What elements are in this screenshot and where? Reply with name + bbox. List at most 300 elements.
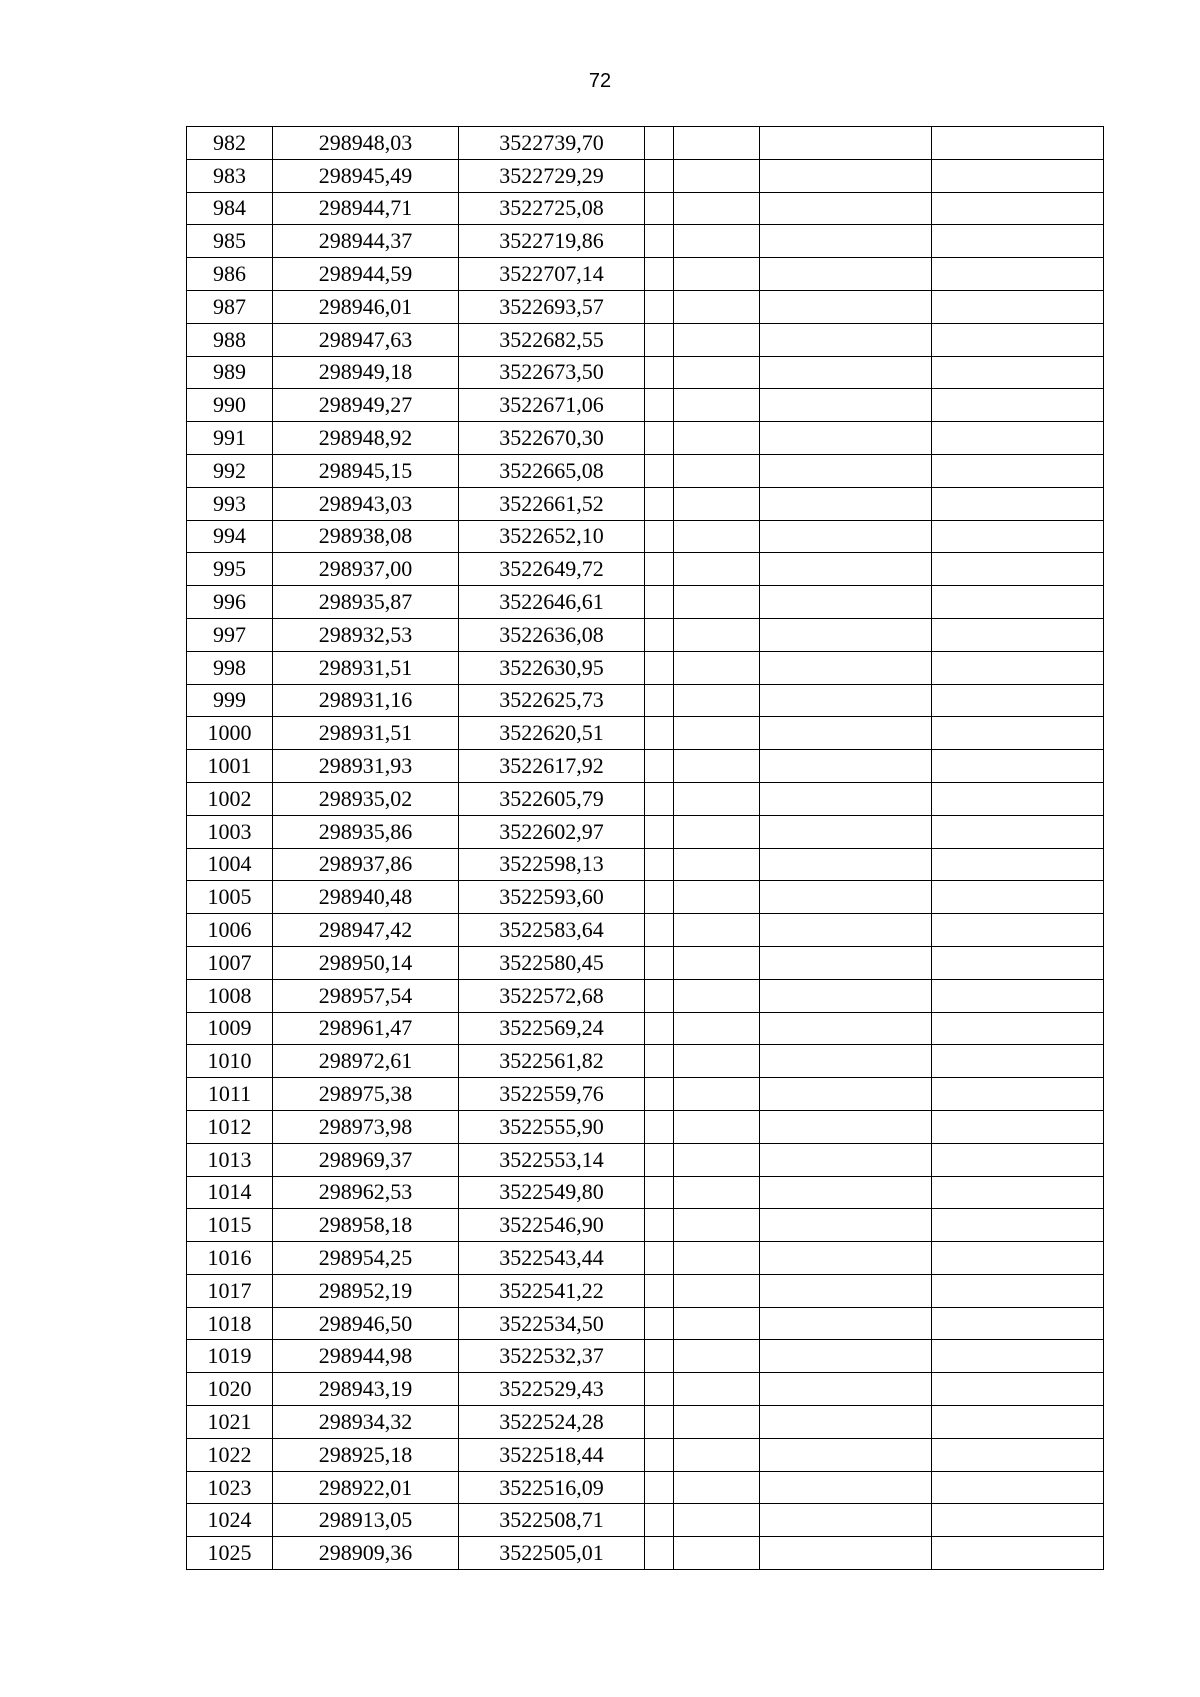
x-coordinate-cell: 298945,49: [273, 159, 459, 192]
y-coordinate-cell: 3522559,76: [459, 1078, 645, 1111]
empty-cell: [760, 1045, 932, 1078]
x-coordinate-cell: 298948,92: [273, 422, 459, 455]
empty-cell: [645, 1274, 674, 1307]
point-number-cell: 995: [187, 553, 273, 586]
empty-cell: [932, 586, 1104, 619]
empty-cell: [932, 454, 1104, 487]
empty-cell: [674, 1340, 760, 1373]
empty-cell: [674, 553, 760, 586]
empty-cell: [932, 1209, 1104, 1242]
empty-cell: [645, 389, 674, 422]
y-coordinate-cell: 3522546,90: [459, 1209, 645, 1242]
empty-cell: [932, 717, 1104, 750]
empty-cell: [674, 1537, 760, 1570]
point-number-cell: 1007: [187, 946, 273, 979]
empty-cell: [760, 1471, 932, 1504]
empty-cell: [932, 1045, 1104, 1078]
empty-cell: [760, 651, 932, 684]
empty-cell: [932, 1471, 1104, 1504]
point-number-cell: 1003: [187, 815, 273, 848]
empty-cell: [760, 1274, 932, 1307]
x-coordinate-cell: 298947,42: [273, 914, 459, 947]
table-row: [187, 454, 1104, 487]
table-row: [187, 159, 1104, 192]
empty-cell: [674, 192, 760, 225]
empty-cell: [932, 684, 1104, 717]
y-coordinate-cell: 3522682,55: [459, 323, 645, 356]
x-coordinate-cell: 298925,18: [273, 1438, 459, 1471]
empty-cell: [674, 782, 760, 815]
empty-cell: [932, 1176, 1104, 1209]
x-coordinate-cell: 298946,01: [273, 290, 459, 323]
table-row: [187, 848, 1104, 881]
empty-cell: [932, 323, 1104, 356]
y-coordinate-cell: 3522569,24: [459, 1012, 645, 1045]
table-row: [187, 1176, 1104, 1209]
point-number-cell: 997: [187, 618, 273, 651]
empty-cell: [645, 782, 674, 815]
empty-cell: [932, 1406, 1104, 1439]
empty-cell: [760, 881, 932, 914]
y-coordinate-cell: 3522625,73: [459, 684, 645, 717]
x-coordinate-cell: 298945,15: [273, 454, 459, 487]
x-coordinate-cell: 298935,86: [273, 815, 459, 848]
empty-cell: [674, 848, 760, 881]
empty-cell: [760, 290, 932, 323]
point-number-cell: 1006: [187, 914, 273, 947]
y-coordinate-cell: 3522719,86: [459, 225, 645, 258]
table-row: [187, 881, 1104, 914]
empty-cell: [932, 1438, 1104, 1471]
table-row: [187, 1504, 1104, 1537]
empty-cell: [645, 914, 674, 947]
x-coordinate-cell: 298934,32: [273, 1406, 459, 1439]
point-number-cell: 1012: [187, 1110, 273, 1143]
point-number-cell: 996: [187, 586, 273, 619]
table-row: [187, 1438, 1104, 1471]
empty-cell: [674, 1045, 760, 1078]
empty-cell: [760, 1110, 932, 1143]
empty-cell: [932, 1110, 1104, 1143]
table-row: [187, 1078, 1104, 1111]
point-number-cell: 1022: [187, 1438, 273, 1471]
point-number-cell: 993: [187, 487, 273, 520]
empty-cell: [760, 946, 932, 979]
y-coordinate-cell: 3522649,72: [459, 553, 645, 586]
empty-cell: [760, 422, 932, 455]
empty-cell: [674, 1176, 760, 1209]
y-coordinate-cell: 3522725,08: [459, 192, 645, 225]
empty-cell: [760, 127, 932, 160]
point-number-cell: 983: [187, 159, 273, 192]
empty-cell: [674, 1373, 760, 1406]
y-coordinate-cell: 3522729,29: [459, 159, 645, 192]
empty-cell: [932, 946, 1104, 979]
empty-cell: [674, 290, 760, 323]
empty-cell: [674, 815, 760, 848]
empty-cell: [645, 1406, 674, 1439]
point-number-cell: 1014: [187, 1176, 273, 1209]
empty-cell: [674, 717, 760, 750]
point-number-cell: 1005: [187, 881, 273, 914]
x-coordinate-cell: 298972,61: [273, 1045, 459, 1078]
point-number-cell: 999: [187, 684, 273, 717]
empty-cell: [674, 1471, 760, 1504]
empty-cell: [645, 750, 674, 783]
empty-cell: [645, 1471, 674, 1504]
empty-cell: [932, 1373, 1104, 1406]
y-coordinate-cell: 3522739,70: [459, 127, 645, 160]
point-number-cell: 992: [187, 454, 273, 487]
point-number-cell: 1017: [187, 1274, 273, 1307]
empty-cell: [645, 1209, 674, 1242]
y-coordinate-cell: 3522553,14: [459, 1143, 645, 1176]
point-number-cell: 1001: [187, 750, 273, 783]
x-coordinate-cell: 298949,27: [273, 389, 459, 422]
empty-cell: [674, 225, 760, 258]
x-coordinate-cell: 298944,98: [273, 1340, 459, 1373]
y-coordinate-cell: 3522646,61: [459, 586, 645, 619]
empty-cell: [932, 520, 1104, 553]
empty-cell: [674, 127, 760, 160]
empty-cell: [932, 225, 1104, 258]
empty-cell: [760, 356, 932, 389]
table-row: [187, 946, 1104, 979]
empty-cell: [645, 979, 674, 1012]
empty-cell: [760, 454, 932, 487]
point-number-cell: 994: [187, 520, 273, 553]
x-coordinate-cell: 298975,38: [273, 1078, 459, 1111]
y-coordinate-cell: 3522693,57: [459, 290, 645, 323]
x-coordinate-cell: 298944,59: [273, 258, 459, 291]
empty-cell: [760, 553, 932, 586]
point-number-cell: 1021: [187, 1406, 273, 1439]
x-coordinate-cell: 298950,14: [273, 946, 459, 979]
y-coordinate-cell: 3522583,64: [459, 914, 645, 947]
empty-cell: [760, 750, 932, 783]
point-number-cell: 986: [187, 258, 273, 291]
table-row: [187, 782, 1104, 815]
y-coordinate-cell: 3522652,10: [459, 520, 645, 553]
y-coordinate-cell: 3522572,68: [459, 979, 645, 1012]
x-coordinate-cell: 298962,53: [273, 1176, 459, 1209]
empty-cell: [674, 618, 760, 651]
y-coordinate-cell: 3522620,51: [459, 717, 645, 750]
empty-cell: [645, 422, 674, 455]
point-number-cell: 991: [187, 422, 273, 455]
x-coordinate-cell: 298931,51: [273, 651, 459, 684]
empty-cell: [932, 159, 1104, 192]
y-coordinate-cell: 3522543,44: [459, 1242, 645, 1275]
y-coordinate-cell: 3522524,28: [459, 1406, 645, 1439]
empty-cell: [645, 1373, 674, 1406]
empty-cell: [645, 651, 674, 684]
empty-cell: [760, 225, 932, 258]
point-number-cell: 989: [187, 356, 273, 389]
y-coordinate-cell: 3522516,09: [459, 1471, 645, 1504]
empty-cell: [645, 553, 674, 586]
empty-cell: [645, 1176, 674, 1209]
empty-cell: [760, 1438, 932, 1471]
empty-cell: [674, 1242, 760, 1275]
table-row: [187, 815, 1104, 848]
point-number-cell: 982: [187, 127, 273, 160]
empty-cell: [645, 159, 674, 192]
x-coordinate-cell: 298944,71: [273, 192, 459, 225]
empty-cell: [674, 914, 760, 947]
point-number-cell: 1000: [187, 717, 273, 750]
point-number-cell: 1010: [187, 1045, 273, 1078]
x-coordinate-cell: 298913,05: [273, 1504, 459, 1537]
table-row: [187, 323, 1104, 356]
point-number-cell: 1018: [187, 1307, 273, 1340]
empty-cell: [760, 684, 932, 717]
empty-cell: [932, 1012, 1104, 1045]
y-coordinate-cell: 3522593,60: [459, 881, 645, 914]
empty-cell: [645, 323, 674, 356]
table-row: [187, 1242, 1104, 1275]
empty-cell: [760, 782, 932, 815]
empty-cell: [674, 1110, 760, 1143]
empty-cell: [645, 1504, 674, 1537]
empty-cell: [645, 225, 674, 258]
point-number-cell: 988: [187, 323, 273, 356]
table-row: [187, 1012, 1104, 1045]
empty-cell: [674, 881, 760, 914]
empty-cell: [674, 356, 760, 389]
table-row: [187, 1307, 1104, 1340]
x-coordinate-cell: 298973,98: [273, 1110, 459, 1143]
empty-cell: [674, 1438, 760, 1471]
empty-cell: [760, 1537, 932, 1570]
x-coordinate-cell: 298935,02: [273, 782, 459, 815]
point-number-cell: 1004: [187, 848, 273, 881]
y-coordinate-cell: 3522617,92: [459, 750, 645, 783]
empty-cell: [932, 192, 1104, 225]
empty-cell: [760, 1307, 932, 1340]
empty-cell: [932, 356, 1104, 389]
empty-cell: [674, 1143, 760, 1176]
table-row: [187, 717, 1104, 750]
empty-cell: [932, 127, 1104, 160]
empty-cell: [674, 159, 760, 192]
x-coordinate-cell: 298922,01: [273, 1471, 459, 1504]
table-row: [187, 192, 1104, 225]
empty-cell: [674, 389, 760, 422]
empty-cell: [932, 782, 1104, 815]
empty-cell: [645, 946, 674, 979]
table-row: [187, 914, 1104, 947]
empty-cell: [674, 946, 760, 979]
y-coordinate-cell: 3522580,45: [459, 946, 645, 979]
table-row: [187, 618, 1104, 651]
x-coordinate-cell: 298948,03: [273, 127, 459, 160]
x-coordinate-cell: 298957,54: [273, 979, 459, 1012]
y-coordinate-cell: 3522532,37: [459, 1340, 645, 1373]
empty-cell: [674, 586, 760, 619]
y-coordinate-cell: 3522549,80: [459, 1176, 645, 1209]
x-coordinate-cell: 298909,36: [273, 1537, 459, 1570]
table-row: [187, 586, 1104, 619]
empty-cell: [760, 1176, 932, 1209]
empty-cell: [932, 1537, 1104, 1570]
y-coordinate-cell: 3522505,01: [459, 1537, 645, 1570]
empty-cell: [645, 1143, 674, 1176]
x-coordinate-cell: 298969,37: [273, 1143, 459, 1176]
x-coordinate-cell: 298935,87: [273, 586, 459, 619]
empty-cell: [932, 487, 1104, 520]
empty-cell: [932, 389, 1104, 422]
empty-cell: [760, 1209, 932, 1242]
empty-cell: [645, 586, 674, 619]
table-row: [187, 520, 1104, 553]
y-coordinate-cell: 3522661,52: [459, 487, 645, 520]
empty-cell: [674, 1274, 760, 1307]
empty-cell: [932, 1340, 1104, 1373]
empty-cell: [645, 290, 674, 323]
y-coordinate-cell: 3522598,13: [459, 848, 645, 881]
point-number-cell: 1023: [187, 1471, 273, 1504]
table-row: [187, 290, 1104, 323]
y-coordinate-cell: 3522665,08: [459, 454, 645, 487]
y-coordinate-cell: 3522630,95: [459, 651, 645, 684]
empty-cell: [674, 1307, 760, 1340]
point-number-cell: 1015: [187, 1209, 273, 1242]
empty-cell: [645, 1438, 674, 1471]
empty-cell: [760, 618, 932, 651]
x-coordinate-cell: 298949,18: [273, 356, 459, 389]
x-coordinate-cell: 298937,86: [273, 848, 459, 881]
page-number: 72: [588, 70, 612, 92]
empty-cell: [645, 684, 674, 717]
x-coordinate-cell: 298958,18: [273, 1209, 459, 1242]
x-coordinate-cell: 298943,19: [273, 1373, 459, 1406]
point-number-cell: 1019: [187, 1340, 273, 1373]
empty-cell: [932, 881, 1104, 914]
table-row: [187, 389, 1104, 422]
y-coordinate-cell: 3522636,08: [459, 618, 645, 651]
empty-cell: [674, 454, 760, 487]
table-row: [187, 127, 1104, 160]
empty-cell: [645, 487, 674, 520]
empty-cell: [645, 258, 674, 291]
x-coordinate-cell: 298938,08: [273, 520, 459, 553]
empty-cell: [645, 815, 674, 848]
empty-cell: [645, 192, 674, 225]
empty-cell: [932, 914, 1104, 947]
point-number-cell: 1020: [187, 1373, 273, 1406]
x-coordinate-cell: 298961,47: [273, 1012, 459, 1045]
empty-cell: [645, 618, 674, 651]
point-number-cell: 1016: [187, 1242, 273, 1275]
empty-cell: [645, 1340, 674, 1373]
point-number-cell: 984: [187, 192, 273, 225]
table-row: [187, 356, 1104, 389]
empty-cell: [674, 520, 760, 553]
empty-cell: [645, 1537, 674, 1570]
x-coordinate-cell: 298952,19: [273, 1274, 459, 1307]
point-number-cell: 1024: [187, 1504, 273, 1537]
y-coordinate-cell: 3522707,14: [459, 258, 645, 291]
empty-cell: [674, 1078, 760, 1111]
table-row: [187, 651, 1104, 684]
empty-cell: [645, 1307, 674, 1340]
empty-cell: [760, 848, 932, 881]
point-number-cell: 1009: [187, 1012, 273, 1045]
empty-cell: [760, 1373, 932, 1406]
point-number-cell: 1002: [187, 782, 273, 815]
table-row: [187, 1274, 1104, 1307]
y-coordinate-cell: 3522605,79: [459, 782, 645, 815]
table-row: [187, 487, 1104, 520]
empty-cell: [760, 389, 932, 422]
empty-cell: [760, 979, 932, 1012]
empty-cell: [645, 881, 674, 914]
empty-cell: [760, 1242, 932, 1275]
y-coordinate-cell: 3522555,90: [459, 1110, 645, 1143]
x-coordinate-cell: 298943,03: [273, 487, 459, 520]
table-row: [187, 1110, 1104, 1143]
table-row: [187, 1143, 1104, 1176]
empty-cell: [645, 520, 674, 553]
empty-cell: [674, 422, 760, 455]
empty-cell: [932, 815, 1104, 848]
empty-cell: [932, 1274, 1104, 1307]
empty-cell: [674, 1012, 760, 1045]
point-number-cell: 990: [187, 389, 273, 422]
table-row: [187, 225, 1104, 258]
x-coordinate-cell: 298931,16: [273, 684, 459, 717]
y-coordinate-cell: 3522518,44: [459, 1438, 645, 1471]
empty-cell: [932, 1078, 1104, 1111]
x-coordinate-cell: 298946,50: [273, 1307, 459, 1340]
y-coordinate-cell: 3522673,50: [459, 356, 645, 389]
y-coordinate-cell: 3522561,82: [459, 1045, 645, 1078]
empty-cell: [760, 815, 932, 848]
x-coordinate-cell: 298932,53: [273, 618, 459, 651]
empty-cell: [932, 422, 1104, 455]
y-coordinate-cell: 3522508,71: [459, 1504, 645, 1537]
point-number-cell: 998: [187, 651, 273, 684]
empty-cell: [645, 356, 674, 389]
empty-cell: [760, 520, 932, 553]
point-number-cell: 1025: [187, 1537, 273, 1570]
empty-cell: [760, 717, 932, 750]
empty-cell: [760, 914, 932, 947]
empty-cell: [674, 487, 760, 520]
empty-cell: [645, 1012, 674, 1045]
empty-cell: [674, 979, 760, 1012]
x-coordinate-cell: 298931,51: [273, 717, 459, 750]
y-coordinate-cell: 3522534,50: [459, 1307, 645, 1340]
x-coordinate-cell: 298944,37: [273, 225, 459, 258]
table-row: [187, 1045, 1104, 1078]
empty-cell: [932, 979, 1104, 1012]
x-coordinate-cell: 298931,93: [273, 750, 459, 783]
point-number-cell: 1008: [187, 979, 273, 1012]
empty-cell: [674, 1209, 760, 1242]
table-row: [187, 1406, 1104, 1439]
empty-cell: [932, 1242, 1104, 1275]
empty-cell: [760, 323, 932, 356]
point-number-cell: 987: [187, 290, 273, 323]
empty-cell: [674, 651, 760, 684]
y-coordinate-cell: 3522602,97: [459, 815, 645, 848]
table-row: [187, 979, 1104, 1012]
point-number-cell: 985: [187, 225, 273, 258]
y-coordinate-cell: 3522541,22: [459, 1274, 645, 1307]
empty-cell: [932, 848, 1104, 881]
